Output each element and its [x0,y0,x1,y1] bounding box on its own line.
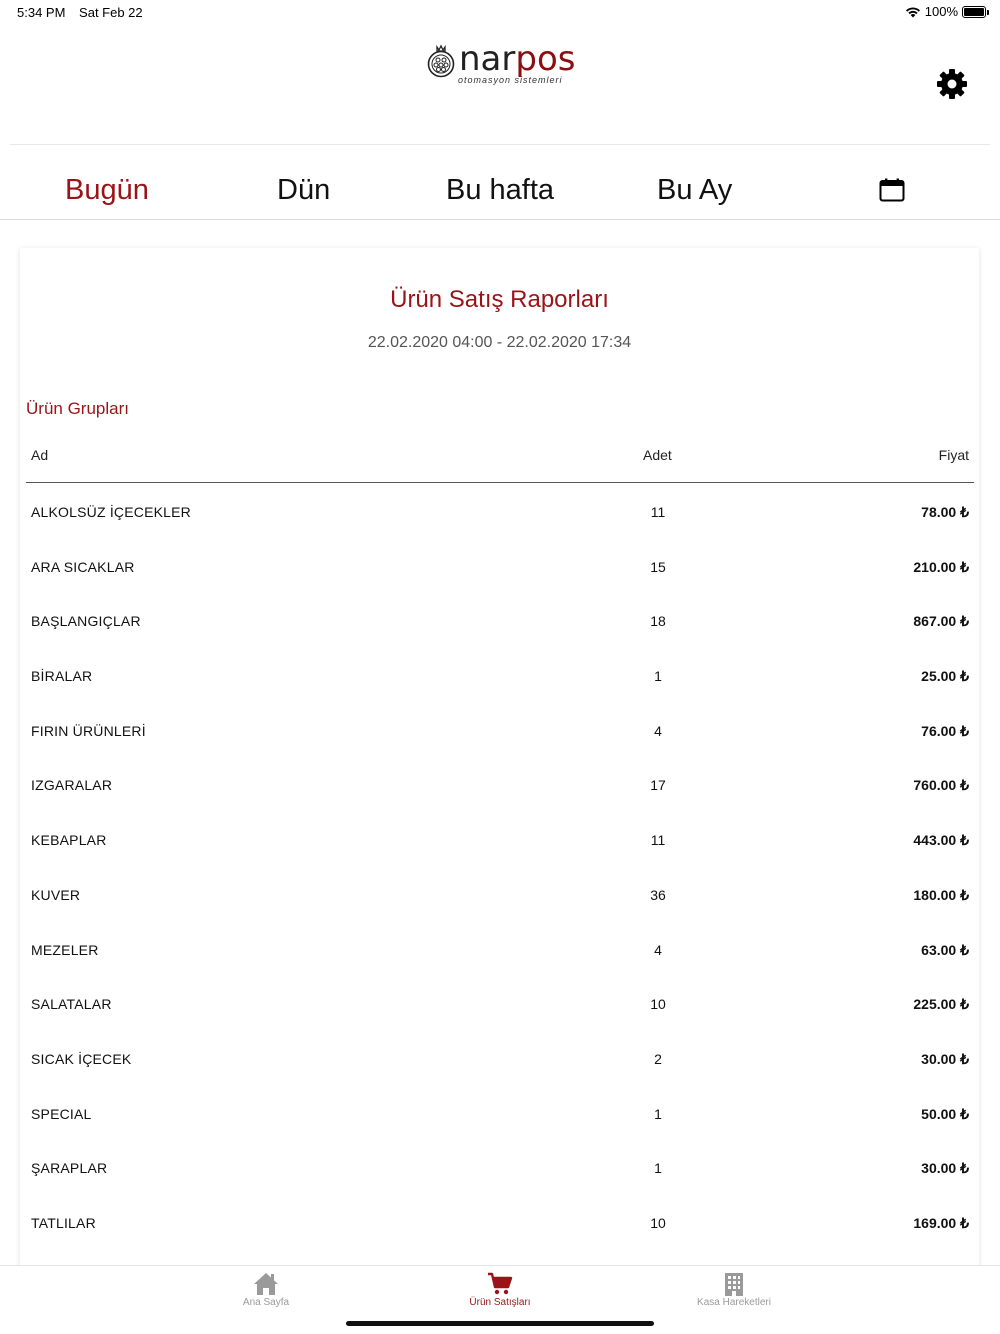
nav-product-sales[interactable] [420,1272,580,1308]
row-name: SPECIAL [31,1105,92,1122]
app-header [0,24,1000,144]
table-header [26,447,974,483]
row-name: TATLILAR [31,1214,96,1231]
row-price: 225.00 ₺ [913,996,969,1013]
settings-gear-icon[interactable] [936,68,968,100]
status-right [905,4,986,19]
calendar-icon[interactable] [879,178,905,202]
row-qty: 1 [654,1160,662,1177]
nav-cash-movements[interactable] [654,1272,814,1308]
cart-icon [487,1272,513,1296]
row-qty: 4 [654,722,662,739]
row-qty: 11 [650,504,666,520]
row-name: SICAK İÇECEK [31,1050,132,1067]
period-tabs [0,166,1000,220]
home-icon [253,1272,279,1296]
row-name: FIRIN ÜRÜNLERİ [31,722,146,739]
status-date: Sat Feb 22 [79,5,143,20]
row-qty: 18 [650,613,666,630]
row-name: ŞARAPLAR [31,1160,108,1177]
table-row [26,648,974,703]
table-row [26,1031,974,1086]
row-qty: 17 [650,777,666,794]
status-left [17,5,153,20]
row-price: 30.00 ₺ [921,1050,969,1067]
row-price: 180.00 ₺ [913,886,969,903]
battery-percent: 100% [924,4,958,19]
row-name: SALATALAR [31,996,112,1013]
table-row [26,703,974,758]
brand-name-main: nar [459,39,516,79]
report-date-range: 22.02.2020 04:00 - 22.02.2020 17:34 [367,334,632,351]
row-price: 760.00 ₺ [913,777,969,794]
status-bar [0,0,1000,24]
row-price: 76.00 ₺ [921,722,969,739]
row-price: 210.00 ₺ [913,558,969,575]
nav-home-label: Ana Sayfa [242,1297,290,1308]
row-price: 867.00 ₺ [913,613,969,630]
table-row [26,484,974,539]
row-qty: 2 [654,1050,662,1067]
table-row [26,1086,974,1141]
header-divider [10,144,990,145]
brand-tagline: otomasyon sistemleri [458,75,563,85]
row-name: ALKOLSÜZ İÇECEKLER [31,504,191,520]
table-row [26,1195,974,1250]
column-header-qty: Adet [643,447,672,463]
row-qty: 4 [654,941,662,958]
row-qty: 15 [650,558,666,575]
table-body [26,484,974,1250]
table-row [26,593,974,648]
column-header-price: Fiyat [938,447,969,463]
home-indicator [346,1321,654,1326]
row-qty: 1 [654,668,662,685]
column-header-name: Ad [31,447,49,463]
row-price: 30.00 ₺ [921,1160,969,1177]
building-icon [723,1272,745,1296]
row-price: 50.00 ₺ [921,1105,969,1122]
brand-logo [426,40,576,90]
table-row [26,812,974,867]
row-name: KUVER [31,886,81,903]
row-price: 78.00 ₺ [921,504,969,520]
nav-product-sales-label: Ürün Satışları [469,1297,531,1308]
table-row [26,976,974,1031]
tab-this-week[interactable]: Bu hafta [446,174,555,206]
row-qty: 11 [650,832,666,849]
row-name: BAŞLANGIÇLAR [31,613,141,630]
table-row [26,539,974,594]
tab-this-month[interactable]: Bu Ay [657,174,733,206]
row-name: ARA SICAKLAR [31,558,135,575]
brand-name-accent: pos [515,39,576,79]
table-row [26,922,974,977]
nav-home[interactable] [186,1272,346,1308]
table-row [26,1140,974,1195]
row-qty: 36 [650,886,666,903]
row-name: BİRALAR [31,668,93,685]
row-qty: 10 [650,1214,666,1231]
report-title: Ürün Satış Raporları [390,286,609,313]
section-title-product-groups: Ürün Grupları [26,399,129,418]
brand-name [459,40,575,78]
wifi-icon [905,6,921,18]
report-card [20,248,979,1278]
table-row [26,867,974,922]
tab-yesterday[interactable]: Dün [277,174,331,206]
row-price: 443.00 ₺ [913,832,969,849]
nav-cash-movements-label: Kasa Hareketleri [697,1297,771,1308]
row-price: 63.00 ₺ [921,941,969,958]
row-price: 169.00 ₺ [913,1214,969,1231]
row-name: KEBAPLAR [31,832,107,849]
row-qty: 1 [654,1105,662,1122]
row-price: 25.00 ₺ [921,668,969,685]
battery-icon [962,6,986,18]
tab-today[interactable]: Bugün [65,174,149,206]
row-name: MEZELER [31,941,99,958]
row-qty: 10 [650,996,666,1013]
table-row [26,757,974,812]
status-time: 5:34 PM [17,5,66,20]
pomegranate-logo-icon [426,44,456,78]
row-name: IZGARALAR [31,777,113,794]
